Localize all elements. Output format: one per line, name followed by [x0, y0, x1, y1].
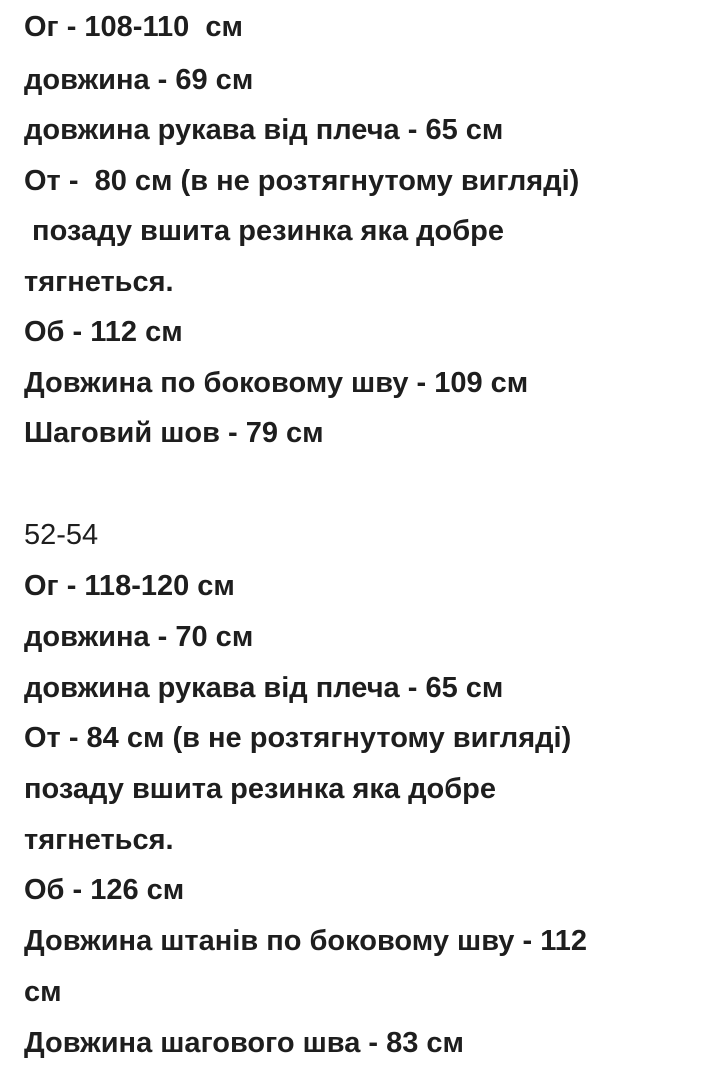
- hip-measurement: Об - 112 см: [24, 316, 183, 348]
- chest-measurement: Ог - 108-110 см: [24, 11, 243, 43]
- waist-measurement: От - 84 см (в не розтягнутому вигляді): [24, 722, 572, 754]
- waist-note-cont: тягнеться.: [24, 266, 174, 298]
- hip-measurement: Об - 126 см: [24, 874, 185, 906]
- side-seam-length: Довжина штанів по боковому шву - 112: [24, 925, 587, 957]
- size-heading: 52-54: [24, 519, 99, 551]
- inseam-length: Шаговий шов - 79 см: [24, 417, 324, 449]
- waist-note-cont: тягнеться.: [24, 824, 174, 856]
- waist-measurement: От - 80 см (в не розтягнутому вигляді): [24, 165, 580, 197]
- sleeve-length: довжина рукава від плеча - 65 см: [24, 672, 504, 704]
- side-seam-length: Довжина по боковому шву - 109 см: [24, 367, 529, 399]
- waist-note: позаду вшита резинка яка добре: [24, 215, 505, 247]
- sleeve-length: довжина рукава від плеча - 65 см: [24, 114, 504, 146]
- chest-measurement: Ог - 118-120 см: [24, 570, 235, 602]
- length-measurement: довжина - 69 см: [24, 64, 254, 96]
- side-seam-unit: см: [24, 976, 62, 1008]
- length-measurement: довжина - 70 см: [24, 621, 254, 653]
- inseam-length: Довжина шагового шва - 83 см: [24, 1027, 465, 1059]
- waist-note: позаду вшита резинка яка добре: [24, 773, 496, 805]
